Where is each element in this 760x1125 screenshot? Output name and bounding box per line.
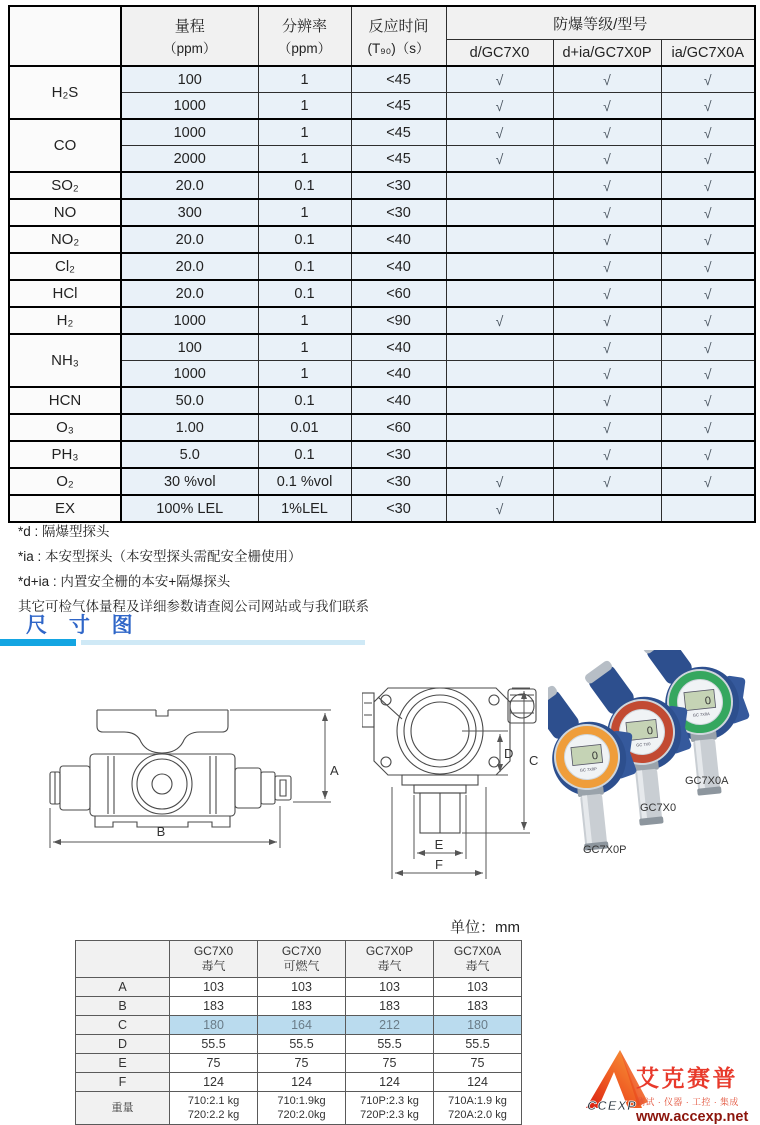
col-header-range — [121, 6, 258, 66]
check-mark: √ — [446, 93, 553, 120]
col-header-response-title: 反应时间 — [368, 18, 429, 35]
dim-value-cell: 710:1.9kg 720:2.0kg — [258, 1092, 346, 1125]
corner-cell — [9, 6, 121, 66]
resolution-cell: 1 — [258, 93, 351, 120]
check-mark: √ — [446, 66, 553, 93]
dim-label-e: E — [434, 837, 444, 852]
table-row — [9, 172, 755, 199]
check-mark: √ — [661, 119, 755, 146]
dim-row-label: E — [76, 1054, 170, 1073]
resolution-cell: 1 — [258, 361, 351, 388]
table-row — [76, 1073, 522, 1092]
col-header-response — [351, 6, 446, 66]
range-cell: 20.0 — [121, 172, 258, 199]
resolution-cell: 0.1 — [258, 253, 351, 280]
table-row — [9, 146, 755, 173]
check-mark: √ — [553, 334, 661, 361]
dimension-diagrams — [0, 648, 760, 910]
dim-label-f: F — [435, 857, 443, 872]
dim-value-cell: 124 — [346, 1073, 434, 1092]
dim-col-header-2 — [346, 941, 434, 978]
gas-name: NO — [9, 199, 121, 226]
check-mark: √ — [661, 468, 755, 495]
check-mark: √ — [661, 172, 755, 199]
dim-value-cell: 124 — [170, 1073, 258, 1092]
check-mark: √ — [661, 361, 755, 388]
table-row — [9, 93, 755, 120]
dim-value-cell: 75 — [346, 1054, 434, 1073]
table-row — [9, 468, 755, 495]
table-row — [9, 307, 755, 334]
empty-cell — [446, 253, 553, 280]
dim-col-model: GC7X0 — [281, 944, 322, 958]
logo-url: www.accexp.net — [636, 1109, 749, 1125]
check-mark: √ — [553, 414, 661, 441]
table-row — [9, 66, 755, 93]
section-title: 尺 寸 图 — [26, 614, 141, 637]
face-model-text: GC 7X0A — [692, 711, 710, 718]
dim-value-cell: 183 — [346, 997, 434, 1016]
dim-label-b: B — [156, 824, 166, 839]
dim-value-cell: 103 — [434, 978, 522, 997]
gas-name: H₂S — [9, 66, 121, 119]
dim-value-cell: 55.5 — [258, 1035, 346, 1054]
footnote-line: 其它可检气体量程及详细参数请查阅公司网站或与我们联系 — [18, 599, 369, 614]
spec-table-body — [9, 66, 755, 522]
col-header-range-title: 量程 — [174, 18, 205, 35]
dim-corner-cell — [76, 941, 170, 978]
dim-value-cell: 180 — [434, 1016, 522, 1035]
dim-value-cell: 55.5 — [346, 1035, 434, 1054]
gas-name: CO — [9, 119, 121, 172]
check-mark: √ — [661, 66, 755, 93]
empty-cell — [446, 361, 553, 388]
table-row — [76, 1035, 522, 1054]
empty-cell — [446, 334, 553, 361]
check-mark: √ — [446, 468, 553, 495]
check-mark: √ — [661, 307, 755, 334]
side-view-drawing — [40, 680, 360, 865]
dim-value-cell: 710:2.1 kg 720:2.2 kg — [170, 1092, 258, 1125]
empty-cell — [446, 414, 553, 441]
check-mark: √ — [553, 441, 661, 468]
response-cell: <60 — [351, 414, 446, 441]
response-cell: <45 — [351, 119, 446, 146]
check-mark: √ — [661, 146, 755, 173]
product-photos — [548, 650, 760, 885]
table-row — [9, 226, 755, 253]
empty-cell — [553, 495, 661, 522]
check-mark: √ — [661, 199, 755, 226]
lcd-value: 0 — [646, 724, 654, 738]
table-row — [9, 280, 755, 307]
dim-col-gastype: 可燃气 — [283, 959, 320, 973]
empty-cell — [446, 280, 553, 307]
table-row — [9, 119, 755, 146]
table-row — [9, 414, 755, 441]
dim-label-c: C — [529, 753, 539, 768]
product-label-gc7x0: GC7X0 — [640, 802, 677, 814]
col-header-explosion-group: 防爆等级/型号 — [446, 6, 755, 40]
gas-name: O₂ — [9, 468, 121, 495]
table-row — [76, 1054, 522, 1073]
front-view-drawing — [362, 663, 552, 895]
check-mark: √ — [661, 253, 755, 280]
range-cell: 20.0 — [121, 280, 258, 307]
range-cell: 30 %vol — [121, 468, 258, 495]
resolution-cell: 1 — [258, 146, 351, 173]
dim-label-d: D — [504, 746, 514, 761]
range-cell: 5.0 — [121, 441, 258, 468]
resolution-cell: 1 — [258, 199, 351, 226]
gas-name: O₃ — [9, 414, 121, 441]
check-mark: √ — [553, 93, 661, 120]
empty-cell — [446, 441, 553, 468]
empty-cell — [446, 226, 553, 253]
table-row — [9, 361, 755, 388]
response-cell: <30 — [351, 468, 446, 495]
table-row — [76, 1092, 522, 1125]
dim-row-label: 重量 — [76, 1092, 170, 1125]
check-mark: √ — [553, 172, 661, 199]
check-mark: √ — [553, 66, 661, 93]
response-cell: <90 — [351, 307, 446, 334]
resolution-cell: 1 — [258, 66, 351, 93]
check-mark: √ — [661, 334, 755, 361]
response-cell: <30 — [351, 441, 446, 468]
response-cell: <40 — [351, 387, 446, 414]
dim-row-label: C — [76, 1016, 170, 1035]
logo-monogram-sub: CCEXP — [587, 1098, 637, 1113]
response-cell: <60 — [351, 280, 446, 307]
table-row — [76, 978, 522, 997]
unit-note: 单位：mm — [450, 919, 520, 936]
response-cell: <30 — [351, 495, 446, 522]
col-header-response-unit: (T₉₀)（s） — [367, 41, 430, 56]
gas-name: Cl₂ — [9, 253, 121, 280]
model-header-dia: d+ia/GC7X0P — [553, 40, 661, 67]
dim-col-header-0 — [170, 941, 258, 978]
response-cell: <40 — [351, 334, 446, 361]
response-cell: <40 — [351, 226, 446, 253]
dim-value-cell: 124 — [434, 1073, 522, 1092]
check-mark: √ — [661, 441, 755, 468]
range-cell: 1000 — [121, 361, 258, 388]
dim-value-cell: 103 — [170, 978, 258, 997]
dimension-table — [75, 940, 522, 1125]
dim-value-cell: 710A:1.9 kg 720A:2.0 kg — [434, 1092, 522, 1125]
lcd-value: 0 — [704, 694, 712, 708]
lcd-value: 0 — [591, 749, 599, 763]
range-cell: 50.0 — [121, 387, 258, 414]
dim-col-gastype: 毒气 — [201, 959, 226, 973]
empty-cell — [446, 172, 553, 199]
dim-value-cell: 180 — [170, 1016, 258, 1035]
table-row — [9, 334, 755, 361]
resolution-cell: 0.1 — [258, 441, 351, 468]
model-header-d: d/GC7X0 — [446, 40, 553, 67]
dim-col-model: GC7X0A — [453, 944, 502, 958]
check-mark: √ — [553, 253, 661, 280]
model-header-ia: ia/GC7X0A — [661, 40, 755, 67]
range-cell: 20.0 — [121, 253, 258, 280]
table-row — [76, 1016, 522, 1035]
logo-slogan: 测试 · 仪器 · 工控 · 集成 — [636, 1097, 739, 1107]
dim-value-cell: 183 — [258, 997, 346, 1016]
col-header-resolution — [258, 6, 351, 66]
empty-cell — [446, 387, 553, 414]
range-cell: 100 — [121, 334, 258, 361]
gas-name: EX — [9, 495, 121, 522]
range-cell: 1000 — [121, 119, 258, 146]
check-mark: √ — [553, 199, 661, 226]
dim-value-cell: 212 — [346, 1016, 434, 1035]
check-mark: √ — [446, 495, 553, 522]
check-mark: √ — [553, 226, 661, 253]
response-cell: <45 — [351, 66, 446, 93]
range-cell: 1.00 — [121, 414, 258, 441]
footnote-line: *d : 隔爆型探头 — [18, 524, 110, 539]
footnote-line: *d+ia : 内置安全栅的本安+隔爆探头 — [18, 574, 231, 589]
response-cell: <30 — [351, 172, 446, 199]
table-row — [9, 495, 755, 522]
check-mark: √ — [553, 280, 661, 307]
response-cell: <40 — [351, 361, 446, 388]
empty-cell — [446, 199, 553, 226]
dim-col-header-3 — [434, 941, 522, 978]
response-cell: <45 — [351, 146, 446, 173]
gas-name: NO₂ — [9, 226, 121, 253]
spec-table — [8, 5, 756, 523]
gas-name: HCN — [9, 387, 121, 414]
logo-company-name: 艾克赛普 — [636, 1065, 738, 1091]
resolution-cell: 0.1 %vol — [258, 468, 351, 495]
range-cell: 1000 — [121, 93, 258, 120]
resolution-cell: 0.1 — [258, 226, 351, 253]
empty-cell — [661, 495, 755, 522]
dim-col-model: GC7X0P — [365, 944, 414, 958]
dim-row-label: B — [76, 997, 170, 1016]
check-mark: √ — [661, 226, 755, 253]
resolution-cell: 0.1 — [258, 280, 351, 307]
response-cell: <45 — [351, 93, 446, 120]
response-cell: <30 — [351, 199, 446, 226]
range-cell: 1000 — [121, 307, 258, 334]
check-mark: √ — [661, 414, 755, 441]
face-model-text: GC 7X0P — [579, 766, 597, 773]
footnotes — [18, 519, 369, 619]
face-model-text: GC 7X0 — [635, 741, 651, 748]
resolution-cell: 1 — [258, 307, 351, 334]
check-mark: √ — [553, 468, 661, 495]
range-cell: 20.0 — [121, 226, 258, 253]
table-row — [76, 997, 522, 1016]
col-header-range-unit: （ppm） — [163, 41, 217, 56]
check-mark: √ — [446, 307, 553, 334]
range-cell: 300 — [121, 199, 258, 226]
table-row — [9, 387, 755, 414]
dim-value-cell: 55.5 — [434, 1035, 522, 1054]
resolution-cell: 0.1 — [258, 387, 351, 414]
col-header-resolution-unit: （ppm） — [277, 41, 332, 56]
check-mark: √ — [661, 280, 755, 307]
dim-value-cell: 55.5 — [170, 1035, 258, 1054]
range-cell: 2000 — [121, 146, 258, 173]
resolution-cell: 0.01 — [258, 414, 351, 441]
resolution-cell: 1 — [258, 334, 351, 361]
dim-col-model: GC7X0 — [193, 944, 234, 958]
check-mark: √ — [553, 361, 661, 388]
dim-row-label: F — [76, 1073, 170, 1092]
dim-col-gastype: 毒气 — [465, 959, 490, 973]
resolution-cell: 1%LEL — [258, 495, 351, 522]
dim-value-cell: 183 — [170, 997, 258, 1016]
dim-value-cell: 75 — [258, 1054, 346, 1073]
dim-row-label: D — [76, 1035, 170, 1054]
title-bar-bright — [0, 639, 76, 646]
check-mark: √ — [553, 307, 661, 334]
table-row — [9, 199, 755, 226]
gas-name: SO₂ — [9, 172, 121, 199]
table-row — [9, 253, 755, 280]
check-mark: √ — [553, 146, 661, 173]
accexp-logo — [586, 1042, 760, 1125]
dim-value-cell: 164 — [258, 1016, 346, 1035]
dim-value-cell: 103 — [258, 978, 346, 997]
check-mark: √ — [446, 119, 553, 146]
dim-table-body — [76, 978, 522, 1125]
dim-value-cell: 75 — [434, 1054, 522, 1073]
product-label-gc7x0a: GC7X0A — [685, 775, 729, 787]
dim-value-cell: 124 — [258, 1073, 346, 1092]
dim-label-a: A — [330, 763, 339, 778]
check-mark: √ — [553, 387, 661, 414]
dim-value-cell: 75 — [170, 1054, 258, 1073]
range-cell: 100 — [121, 66, 258, 93]
check-mark: √ — [553, 119, 661, 146]
gas-name: H₂ — [9, 307, 121, 334]
dim-col-gastype: 毒气 — [377, 959, 402, 973]
title-bar-pale — [81, 640, 365, 645]
footnote-line: *ia : 本安型探头（本安型探头需配安全栅使用） — [18, 549, 302, 564]
dim-row-label: A — [76, 978, 170, 997]
check-mark: √ — [661, 387, 755, 414]
response-cell: <40 — [351, 253, 446, 280]
dim-value-cell: 710P:2.3 kg 720P:2.3 kg — [346, 1092, 434, 1125]
gas-name: PH₃ — [9, 441, 121, 468]
col-header-resolution-title: 分辨率 — [281, 18, 327, 35]
dim-value-cell: 103 — [346, 978, 434, 997]
resolution-cell: 0.1 — [258, 172, 351, 199]
check-mark: √ — [661, 93, 755, 120]
check-mark: √ — [446, 146, 553, 173]
gas-name: HCl — [9, 280, 121, 307]
dim-value-cell: 183 — [434, 997, 522, 1016]
range-cell: 100% LEL — [121, 495, 258, 522]
gas-name: NH₃ — [9, 334, 121, 387]
resolution-cell: 1 — [258, 119, 351, 146]
dim-col-header-1 — [258, 941, 346, 978]
product-label-gc7x0p: GC7X0P — [583, 844, 627, 856]
table-row — [9, 441, 755, 468]
